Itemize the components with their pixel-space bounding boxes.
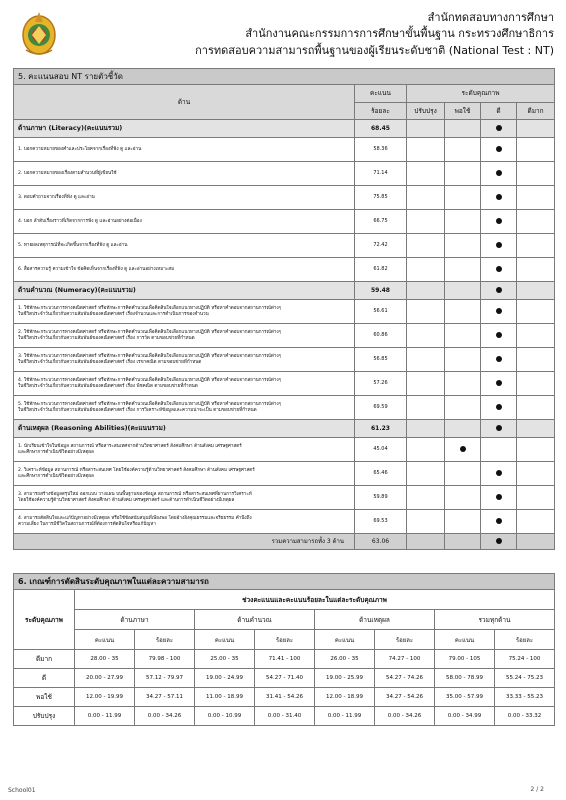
indicator-label (14, 300, 355, 324)
criteria-cell: 12.00 - 19.99 (75, 688, 135, 707)
level-cell (407, 486, 445, 510)
level-cell (481, 348, 517, 372)
level-cell (445, 462, 481, 486)
level-marker-dot (496, 287, 502, 293)
level-cell (517, 510, 555, 534)
level-cell (445, 138, 481, 162)
level-cell (407, 438, 445, 462)
level-cell (407, 234, 445, 258)
level-cell (445, 372, 481, 396)
level-marker-dot (496, 404, 502, 410)
indicator-score: 60.86 (355, 324, 407, 348)
indicator-row (14, 462, 555, 486)
criteria-level: ปรับปรุง (14, 707, 75, 726)
indicator-line: ในชีวิตประจำวันเกี่ยวกับความสัมพันธ์ของคณิตศาสตร์ เรื่องจำนวนและการดำเนินการของจำนวน (18, 311, 209, 317)
criteria-cell: 0.00 - 10.99 (195, 707, 255, 726)
indicator-row (14, 258, 555, 282)
criteria-cell: 25.00 - 35 (195, 650, 255, 669)
indicator-label: 3. ตอบคำถามจากเรื่องที่ฟัง ดู และอ่าน (14, 186, 355, 210)
indicator-label: 6. สื่อสารความรู้ ความเข้าใจ ข้อคิดเห็นจากเรื่องที่ฟัง ดู และอ่านอย่างเหมาะสม (14, 258, 355, 282)
level-cell (517, 372, 555, 396)
level-cell (517, 120, 555, 138)
level-cell (407, 462, 445, 486)
criteria-cell: 11.00 - 18.99 (195, 688, 255, 707)
indicator-score: 65.46 (355, 462, 407, 486)
criteria-row-improve (14, 707, 555, 726)
school-code: School01 (8, 787, 36, 794)
criteria-cell: 74.27 - 100 (375, 650, 435, 669)
indicator-row (14, 210, 555, 234)
criteria-cell: 75.24 - 100 (495, 650, 555, 669)
sub-header-score: คะแนน (315, 630, 375, 650)
level-cell (517, 438, 555, 462)
level-cell (517, 534, 555, 550)
indicator-row (14, 372, 555, 396)
indicator-line: 2. ใช้ทักษะกระบวนการทางคณิตศาสตร์ หรือทักษะการคิดคำนวณเพื่อคิดสินใจเลือกแนวทางปฏิบัติ หรือหาคำตอบจากสถานการณ์ต่างๆ (18, 329, 282, 335)
level-cell (407, 138, 445, 162)
group-row-literacy (14, 120, 555, 138)
sub-header-percent: ร้อยละ (135, 630, 195, 650)
indicator-line: 2. วิเคราะห์ข้อมูล สถานการณ์ หรือสาระสนเทศ โดยใช้องค์ความรู้ด้านวิทยาศาสตร์ สังคมศึกษา ด้านสังคม เศรษฐศาสตร์ (18, 467, 255, 473)
indicator-line: ความเสี่ยง ในการมีชีวิตในสถานการณ์ที่ต้องการตัดสินใจหรือแก้ปัญหา (18, 521, 156, 527)
level-cell (445, 486, 481, 510)
level-cell (445, 300, 481, 324)
obec-emblem-icon (20, 8, 58, 58)
level-cell (517, 186, 555, 210)
level-cell (481, 462, 517, 486)
level-cell (407, 186, 445, 210)
sub-header-row (14, 630, 555, 650)
indicator-score: 56.85 (355, 348, 407, 372)
criteria-row-good (14, 669, 555, 688)
indicator-score: 45.04 (355, 438, 407, 462)
group-label: ด้านคำนวณ (Numeracy)(คะแนนรวม) (14, 282, 355, 300)
criteria-cell: 0.00 - 34.26 (375, 707, 435, 726)
indicator-score: 75.85 (355, 186, 407, 210)
criteria-cell: 0.00 - 34.99 (435, 707, 495, 726)
level-header-excellent: ดีมาก (517, 103, 555, 120)
indicator-score: 66.75 (355, 210, 407, 234)
group-label: ด้านเหตุผล (Reasoning Abilities)(คะแนนรวม) (14, 420, 355, 438)
level-cell (407, 534, 445, 550)
header-office: สำนักทดสอบทางการศึกษา (427, 11, 554, 24)
criteria-cell: 54.27 - 71.40 (255, 669, 315, 688)
level-cell (445, 120, 481, 138)
indicator-label (14, 462, 355, 486)
criteria-cell: 55.24 - 75.23 (495, 669, 555, 688)
level-cell (517, 162, 555, 186)
level-marker-dot (496, 194, 502, 200)
level-cell (481, 234, 517, 258)
total-score: 63.06 (355, 534, 407, 550)
criteria-cell: 79.00 - 105 (435, 650, 495, 669)
sub-header-score: คะแนน (195, 630, 255, 650)
level-cell (407, 258, 445, 282)
indicator-label (14, 486, 355, 510)
level-marker-dot (496, 332, 502, 338)
indicator-score: 69.59 (355, 396, 407, 420)
criteria-cell: 58.00 - 78.99 (435, 669, 495, 688)
level-marker-dot (496, 242, 502, 248)
section6-title: 6. เกณฑ์การตัดสินระดับคุณภาพในแต่ละความสามารถ (14, 574, 555, 590)
level-cell (517, 210, 555, 234)
level-cell (517, 234, 555, 258)
group-score: 61.23 (355, 420, 407, 438)
level-cell (481, 486, 517, 510)
level-cell (517, 396, 555, 420)
header-test-title: การทดสอบความสามารถพื้นฐานของผู้เรียนระดับชาติ (National Test : NT) (195, 44, 554, 57)
group-label: ด้านภาษา (Literacy)(คะแนนรวม) (14, 120, 355, 138)
level-marker-dot (496, 470, 502, 476)
level-marker-dot (496, 266, 502, 272)
criteria-cell: 0.00 - 34.26 (135, 707, 195, 726)
level-cell (407, 210, 445, 234)
level-cell (407, 120, 445, 138)
indicator-score: 61.82 (355, 258, 407, 282)
level-cell (407, 282, 445, 300)
level-marker-dot (496, 125, 502, 131)
indicator-label: 4. บอก ลำดับเรื่องราวที่เกิดจากการฟัง ดู และอ่านอย่างต่อเนื่อง (14, 210, 355, 234)
level-marker-dot (496, 518, 502, 524)
level-cell (445, 420, 481, 438)
indicator-label (14, 396, 355, 420)
level-header-good: ดี (481, 103, 517, 120)
level-cell (481, 510, 517, 534)
indicator-label (14, 372, 355, 396)
criteria-cell: 26.00 - 35 (315, 650, 375, 669)
group-score: 59.48 (355, 282, 407, 300)
level-cell (445, 258, 481, 282)
level-cell (481, 396, 517, 420)
level-cell (407, 510, 445, 534)
level-cell (445, 282, 481, 300)
indicator-label (14, 438, 355, 462)
indicator-line: 3. ใช้ทักษะกระบวนการทางคณิตศาสตร์ หรือทักษะการคิดคำนวณเพื่อคิดสินใจเลือกแนวทางปฏิบัติ หรือหาคำตอบจากสถานการณ์ต่างๆ (18, 353, 282, 359)
aspect-header-row (14, 610, 555, 630)
level-cell (407, 420, 445, 438)
criteria-cell: 31.41 - 54.26 (255, 688, 315, 707)
level-marker-dot (496, 170, 502, 176)
header-ministry: สำนักงานคณะกรรมการการศึกษาขั้นพื้นฐาน กระทรวงศึกษาธิการ (245, 27, 554, 40)
criteria-level: ดีมาก (14, 650, 75, 669)
indicator-label: 5. ทายผลเหตุการณ์ที่จะเกิดขึ้นจากเรื่องที่ฟัง ดู และอ่าน (14, 234, 355, 258)
level-cell (481, 420, 517, 438)
criteria-row-excellent (14, 650, 555, 669)
level-cell (481, 372, 517, 396)
level-cell (407, 324, 445, 348)
level-cell (517, 462, 555, 486)
level-cell (517, 348, 555, 372)
criteria-cell: 0.00 - 11.99 (315, 707, 375, 726)
criteria-cell: 34.27 - 54.26 (375, 688, 435, 707)
level-marker-dot (496, 218, 502, 224)
level-cell (445, 186, 481, 210)
level-cell (481, 534, 517, 550)
indicator-score: 59.89 (355, 486, 407, 510)
level-marker-dot (496, 146, 502, 152)
level-cell (517, 300, 555, 324)
indicator-row (14, 486, 555, 510)
level-cell (445, 234, 481, 258)
group-row-numeracy (14, 282, 555, 300)
level-marker-dot (460, 446, 466, 452)
sub-header-percent: ร้อยละ (255, 630, 315, 650)
indicator-line: 4. สามารถตัดสินใจและแก้ปัญหาอย่างมีเหตุผล หรือใช้ข้อสนับสนุนที่เพียงพอ โดยอ้างอิงคุณธรรมและจริยธรรม คำนึงถึง (18, 515, 252, 521)
page-header (0, 0, 566, 66)
level-cell (481, 438, 517, 462)
level-cell (407, 372, 445, 396)
indicator-score: 72.42 (355, 234, 407, 258)
criteria-cell: 34.27 - 57.11 (135, 688, 195, 707)
indicator-row (14, 510, 555, 534)
total-label: รวมความสามารถทั้ง 3 ด้าน (14, 534, 355, 550)
level-cell (407, 162, 445, 186)
indicator-label (14, 348, 355, 372)
aspect-header-all: รวมทุกด้าน (435, 610, 555, 630)
indicator-score: 71.14 (355, 162, 407, 186)
level-cell (517, 258, 555, 282)
section5-header-row (14, 85, 555, 103)
level-marker-dot (496, 380, 502, 386)
criteria-cell: 0.00 - 11.99 (75, 707, 135, 726)
criteria-cell: 0.00 - 31.40 (255, 707, 315, 726)
indicator-line: โดยใช้องค์ความรู้ด้านวิทยาศาสตร์ สังคมศึกษา ด้านสังคม เศรษฐศาสตร์ และด้านการดำเนินชีวิตอย่างมีเหตุผล (18, 497, 235, 503)
range-header: ช่วงคะแนนและคะแนนร้อยละในแต่ละระดับคุณภาพ (75, 590, 555, 610)
level-marker-dot (496, 308, 502, 314)
level-cell (517, 486, 555, 510)
section5-title-row (14, 69, 555, 85)
indicator-line: และศึกษาการดำเนินชีวิตอย่างมีเหตุผล (18, 449, 94, 455)
level-cell (481, 186, 517, 210)
indicator-label (14, 510, 355, 534)
col-quality-header: ระดับคุณภาพ (407, 85, 555, 103)
level-cell (517, 138, 555, 162)
level-cell (407, 396, 445, 420)
level-marker-dot (496, 494, 502, 500)
level-cell (481, 138, 517, 162)
criteria-level: ดี (14, 669, 75, 688)
indicator-label: 2. บอกความหมายของเรื่องตามสำนวนที่ผู้เขียนใช้ (14, 162, 355, 186)
level-cell (481, 282, 517, 300)
level-cell (445, 396, 481, 420)
level-cell (481, 300, 517, 324)
criteria-row-fair (14, 688, 555, 707)
section6-title-row (14, 574, 555, 590)
criteria-cell: 57.12 - 79.97 (135, 669, 195, 688)
level-cell (481, 120, 517, 138)
criteria-cell: 0.00 - 33.32 (495, 707, 555, 726)
level-cell (481, 258, 517, 282)
criteria-level: พอใช้ (14, 688, 75, 707)
indicator-row (14, 186, 555, 210)
section6-header-row (14, 590, 555, 610)
indicator-line: ในชีวิตประจำวันเกี่ยวกับความสัมพันธ์ของคณิตศาสตร์ เรื่อง การวัด ตามขอบข่ายที่กำหนด (18, 335, 195, 341)
criteria-cell: 28.00 - 35 (75, 650, 135, 669)
aspect-header-numeracy: ด้านคำนวณ (195, 610, 315, 630)
level-marker-dot (496, 538, 502, 544)
level-header-improve: ปรับปรุง (407, 103, 445, 120)
group-row-reasoning (14, 420, 555, 438)
level-cell (445, 438, 481, 462)
level-cell (445, 348, 481, 372)
level-cell (517, 324, 555, 348)
indicator-line: 4. ใช้ทักษะกระบวนการทางคณิตศาสตร์ หรือทักษะการคิดคำนวณเพื่อคิดสินใจเลือกแนวทางปฏิบัติ หรือหาคำตอบจากสถานการณ์ต่างๆ (18, 377, 282, 383)
indicator-score: 58.36 (355, 138, 407, 162)
indicator-label (14, 324, 355, 348)
level-cell (517, 282, 555, 300)
indicator-row (14, 234, 555, 258)
criteria-cell: 79.98 - 100 (135, 650, 195, 669)
indicator-label: 1. บอกความหมายของคำและประโยคจากเรื่องที่ฟัง ดู และอ่าน (14, 138, 355, 162)
section5-title: 5. คะแนนสอบ NT รายตัวชี้วัด (14, 69, 555, 85)
criteria-cell: 20.00 - 27.99 (75, 669, 135, 688)
indicator-line: 1. นักเรียนเข้าใจในข้อมูล สถานการณ์ หรือสาระสนเทศจากด้านวิทยาศาสตร์ สังคมศึกษา ด้านสังคม เศรษฐศาสตร์ (18, 443, 242, 449)
level-cell (481, 324, 517, 348)
level-cell (445, 210, 481, 234)
level-cell (407, 348, 445, 372)
criteria-cell: 33.33 - 55.23 (495, 688, 555, 707)
criteria-cell: 19.00 - 25.99 (315, 669, 375, 688)
sub-header-score: คะแนน (75, 630, 135, 650)
level-header-fair: พอใช้ (445, 103, 481, 120)
page-number: 2 / 2 (530, 786, 544, 793)
indicator-row (14, 348, 555, 372)
indicator-score: 56.61 (355, 300, 407, 324)
sub-header-percent: ร้อยละ (375, 630, 435, 650)
indicator-row (14, 162, 555, 186)
col-percent-header: ร้อยละ (355, 103, 407, 120)
indicator-row (14, 138, 555, 162)
indicator-row (14, 324, 555, 348)
indicator-row (14, 300, 555, 324)
col-level-header: ระดับคุณภาพ (14, 590, 75, 650)
level-cell (407, 300, 445, 324)
level-cell (445, 324, 481, 348)
indicator-line: ในชีวิตประจำวันเกี่ยวกับความสัมพันธ์ของคณิตศาสตร์ เรื่อง พีชคณิต ตามขอบข่ายที่กำหนด (18, 383, 198, 389)
aspect-header-literacy: ด้านภาษา (75, 610, 195, 630)
sub-header-percent: ร้อยละ (495, 630, 555, 650)
sub-header-score: คะแนน (435, 630, 495, 650)
aspect-header-reasoning: ด้านเหตุผล (315, 610, 435, 630)
indicator-line: และศึกษาการดำเนินชีวิตอย่างมีเหตุผล (18, 473, 94, 479)
total-row (14, 534, 555, 550)
indicator-line: 5. ใช้ทักษะกระบวนการทางคณิตศาสตร์ หรือทักษะการคิดคำนวณเพื่อคิดสินใจเลือกแนวทางปฏิบัติ หรือหาคำตอบจากสถานการณ์ต่างๆ (18, 401, 282, 407)
indicator-row (14, 396, 555, 420)
level-cell (445, 162, 481, 186)
criteria-cell: 19.00 - 24.99 (195, 669, 255, 688)
indicator-row (14, 438, 555, 462)
level-marker-dot (496, 356, 502, 362)
level-cell (445, 510, 481, 534)
level-marker-dot (496, 425, 502, 431)
level-cell (481, 210, 517, 234)
criteria-cell: 35.00 - 57.99 (435, 688, 495, 707)
indicator-line: 1. ใช้ทักษะกระบวนการทางคณิตศาสตร์ หรือทักษะการคิดคำนวณเพื่อคิดสินใจเลือกแนวทางปฏิบัติ หรือหาคำตอบจากสถานการณ์ต่างๆ (18, 305, 282, 311)
indicator-score-table (13, 68, 555, 550)
indicator-score: 69.53 (355, 510, 407, 534)
level-cell (517, 420, 555, 438)
level-cell (481, 162, 517, 186)
indicator-line: 3. สามารถสร้างข้อมูลสรุปใหม่ ออกแบบ วางแผน บนพื้นฐานของข้อมูล สถานการณ์ หรือสาระสนเทศที่ผ่านการวิเคราะห์ (18, 491, 252, 497)
indicator-line: ในชีวิตประจำวันเกี่ยวกับความสัมพันธ์ของคณิตศาสตร์ เรื่อง เรขาคณิต ตามขอบข่ายที่กำหนด (18, 359, 202, 365)
level-cell (445, 534, 481, 550)
group-score: 68.45 (355, 120, 407, 138)
col-score-header: คะแนน (355, 85, 407, 103)
quality-criteria-table (13, 573, 555, 726)
criteria-cell: 12.00 - 18.99 (315, 688, 375, 707)
criteria-cell: 54.27 - 74.26 (375, 669, 435, 688)
criteria-cell: 71.41 - 100 (255, 650, 315, 669)
indicator-line: ในชีวิตประจำวันเกี่ยวกับความสัมพันธ์ของคณิตศาสตร์ เรื่อง การวิเคราะห์ข้อมูลและความน่าจะเป็น ตามขอบข่ายที่กำหนด (18, 407, 257, 413)
indicator-score: 57.26 (355, 372, 407, 396)
col-aspect-header: ด้าน (14, 85, 355, 120)
